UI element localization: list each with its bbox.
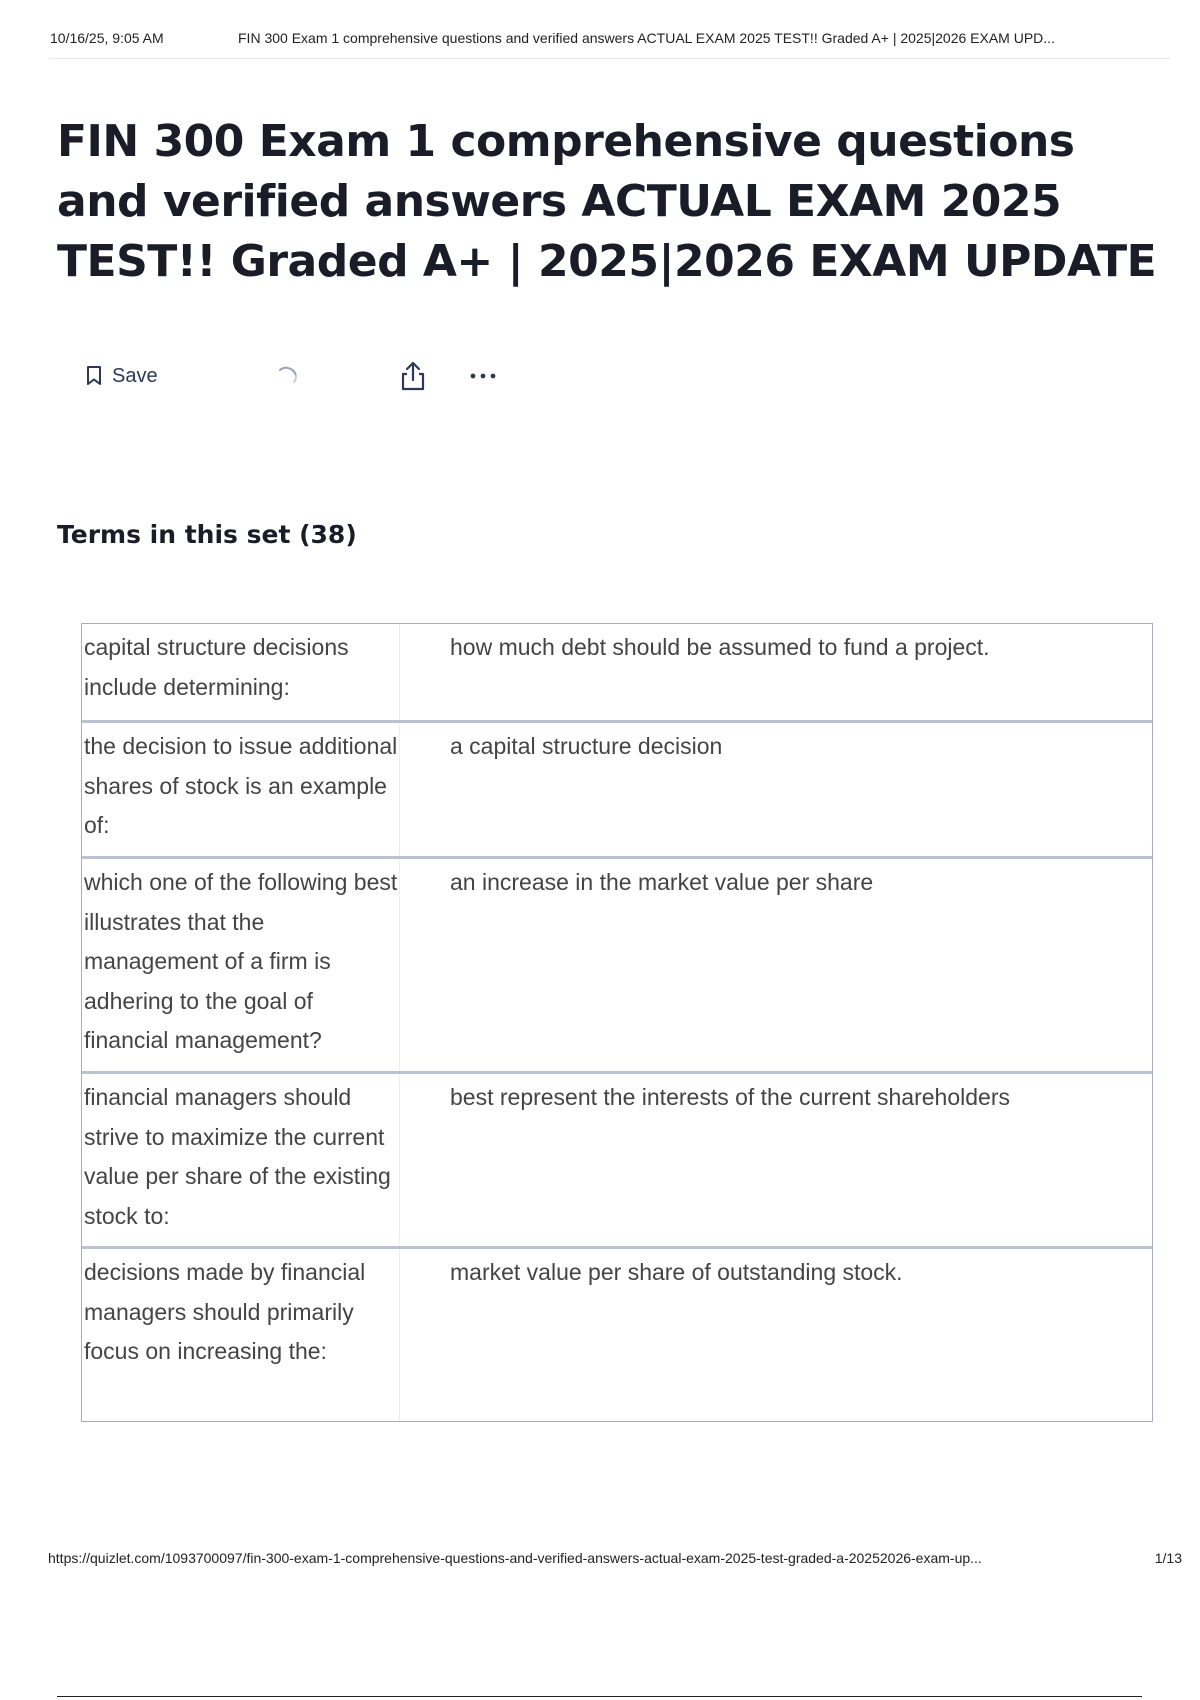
page-divider <box>57 1696 1142 1697</box>
print-date: 10/16/25, 9:05 AM <box>50 30 164 46</box>
term-text: which one of the following best illustrates that the management of a firm is adhering to the goal of financial management? <box>82 859 400 1071</box>
terms-table <box>81 623 1153 1422</box>
print-header <box>50 30 1170 59</box>
save-label: Save <box>112 364 158 387</box>
term-row <box>82 1071 1152 1246</box>
term-row <box>82 856 1152 1071</box>
term-text: capital structure decisions include determining: <box>82 624 400 720</box>
term-row <box>82 624 1152 720</box>
definition-text: an increase in the market value per share <box>450 869 874 895</box>
save-button[interactable] <box>86 358 196 394</box>
term-text: the decision to issue additional shares of stock is an example of: <box>82 723 400 856</box>
spinner-icon <box>276 364 300 388</box>
share-icon <box>398 360 428 392</box>
print-footer <box>48 1550 1182 1574</box>
term-text: decisions made by financial managers should primarily focus on increasing the: <box>82 1249 400 1421</box>
page-number: 1/13 <box>1154 1550 1182 1566</box>
definition-text: best represent the interests of the current shareholders <box>450 1084 1010 1110</box>
more-options-button[interactable] <box>468 362 498 390</box>
more-icon <box>468 362 498 390</box>
term-row <box>82 720 1152 856</box>
definition-text: how much debt should be assumed to fund a project. <box>450 634 990 660</box>
share-button[interactable] <box>398 360 428 392</box>
print-url: https://quizlet.com/1093700097/fin-300-exam-1-comprehensive-questions-and-verified-answers-actual-exam-2025-test-graded-a-20252026-exam-up... <box>48 1550 982 1566</box>
bookmark-icon <box>86 365 102 387</box>
terms-heading: Terms in this set (38) <box>57 520 357 549</box>
term-row <box>82 1246 1152 1421</box>
page-title: FIN 300 Exam 1 comprehensive questions and verified answers ACTUAL EXAM 2025 TEST!! Graded A+ | 2025|2026 EXAM UPDATE <box>57 116 1157 287</box>
term-text: financial managers should strive to maximize the current value per share of the existing stock to: <box>82 1074 400 1246</box>
definition-text: market value per share of outstanding stock. <box>450 1259 903 1285</box>
definition-text: a capital structure decision <box>450 733 723 759</box>
print-doc-title: FIN 300 Exam 1 comprehensive questions and verified answers ACTUAL EXAM 2025 TEST!! Graded A+ | 2025|2026 EXAM UPD... <box>238 30 1055 46</box>
